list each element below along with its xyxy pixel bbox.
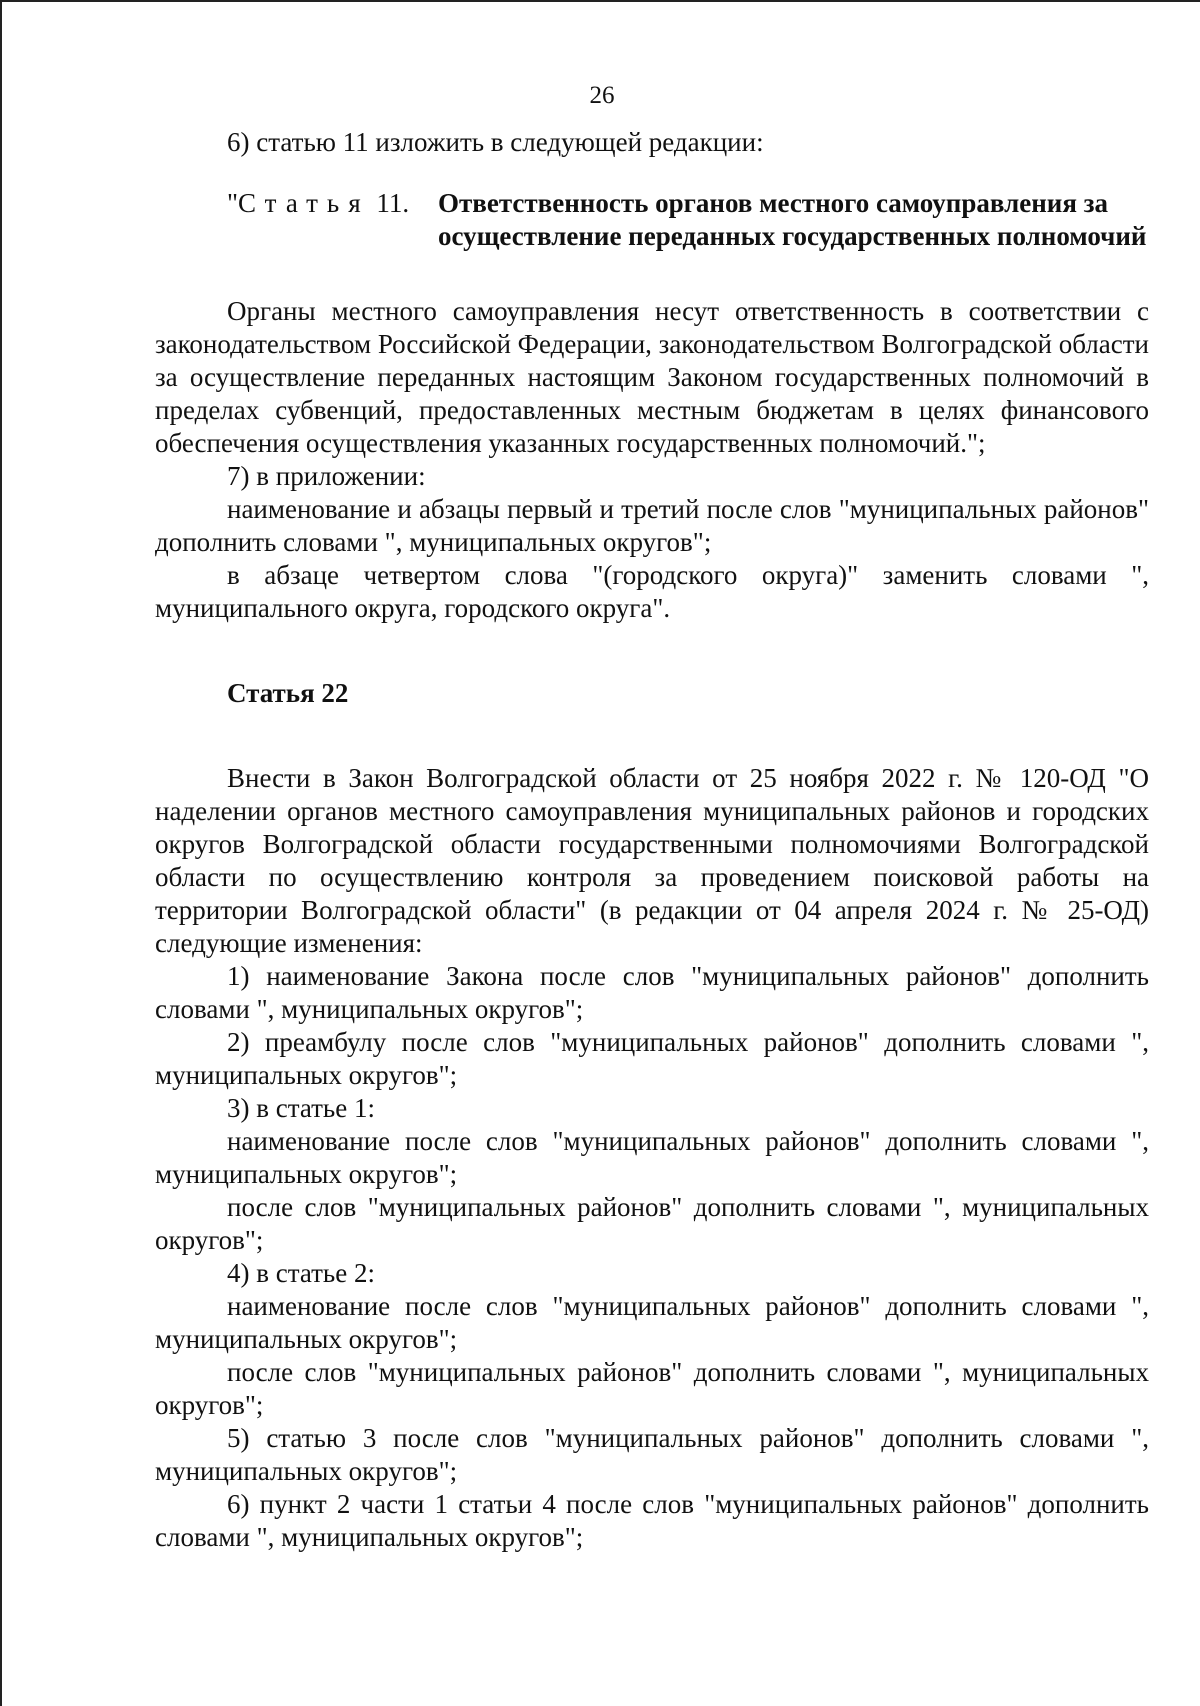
article-11-body: Органы местного самоуправления несут ответственность в соответствии с законодательством Российской Федерации, законодательством Волгоградской области за осуществление переданных настоящим Законом государственных полномочий в пределах субвенций, предоставленных местным бюджетам в целях финансового обеспечения осуществления указанных государственных полномочий."; bbox=[155, 296, 1149, 458]
list-item: 5) статью 3 после слов "муниципальных районов" дополнить словами ", муниципальных округов"; bbox=[155, 1423, 1149, 1486]
list-item: после слов "муниципальных районов" дополнить словами ", муниципальных округов"; bbox=[155, 1357, 1149, 1420]
item-7-a: наименование и абзацы первый и третий после слов "муниципальных районов" дополнить словами ", муниципальных округов"; bbox=[155, 494, 1149, 557]
heading-number: 11. bbox=[369, 188, 410, 218]
heading-quote: " bbox=[227, 188, 239, 218]
article-11-label bbox=[155, 187, 438, 253]
heading-word: Статья bbox=[238, 188, 370, 218]
item-7-b: в абзаце четвертом слова "(городского округа)" заменить словами ", муниципального округа, городского округа". bbox=[155, 560, 1149, 623]
list-item: 1) наименование Закона после слов "муниципальных районов" дополнить словами ", муниципальных округов"; bbox=[155, 961, 1149, 1024]
document-body bbox=[155, 126, 1149, 1554]
item-7: 7) в приложении: bbox=[227, 461, 426, 491]
list-item: наименование после слов "муниципальных районов" дополнить словами ", муниципальных округов"; bbox=[155, 1291, 1149, 1354]
list-item: наименование после слов "муниципальных районов" дополнить словами ", муниципальных округов"; bbox=[155, 1126, 1149, 1189]
article-11-heading bbox=[155, 187, 1149, 253]
list-item: 6) пункт 2 части 1 статьи 4 после слов "муниципальных районов" дополнить словами ", муниципальных округов"; bbox=[155, 1489, 1149, 1552]
list-item: 2) преамбулу после слов "муниципальных районов" дополнить словами ", муниципальных округов"; bbox=[155, 1027, 1149, 1090]
list-item: после слов "муниципальных районов" дополнить словами ", муниципальных округов"; bbox=[155, 1192, 1149, 1255]
page-number: 26 bbox=[589, 82, 615, 109]
article-11-title: Ответственность органов местного самоуправления за осуществление переданных государственных полномочий bbox=[438, 188, 1147, 251]
intro-paragraph: 6) статью 11 изложить в следующей редакции: bbox=[227, 127, 764, 157]
list-item: 3) в статье 1: bbox=[227, 1093, 375, 1123]
article-22-intro: Внести в Закон Волгоградской области от 25 ноября 2022 г. № 120-ОД "О наделении органов местного самоуправления муниципальных районов и городских округов Волгоградской области государственными полномочиями Волгоградской области по осуществлению контроля за проведением поисковой работы на территории Волгоградской области" (в редакции от 04 апреля 2024 г. № 25-ОД) следующие изменения: bbox=[155, 763, 1149, 958]
list-item: 4) в статье 2: bbox=[227, 1258, 375, 1288]
article-22-title: Статья 22 bbox=[227, 678, 349, 708]
